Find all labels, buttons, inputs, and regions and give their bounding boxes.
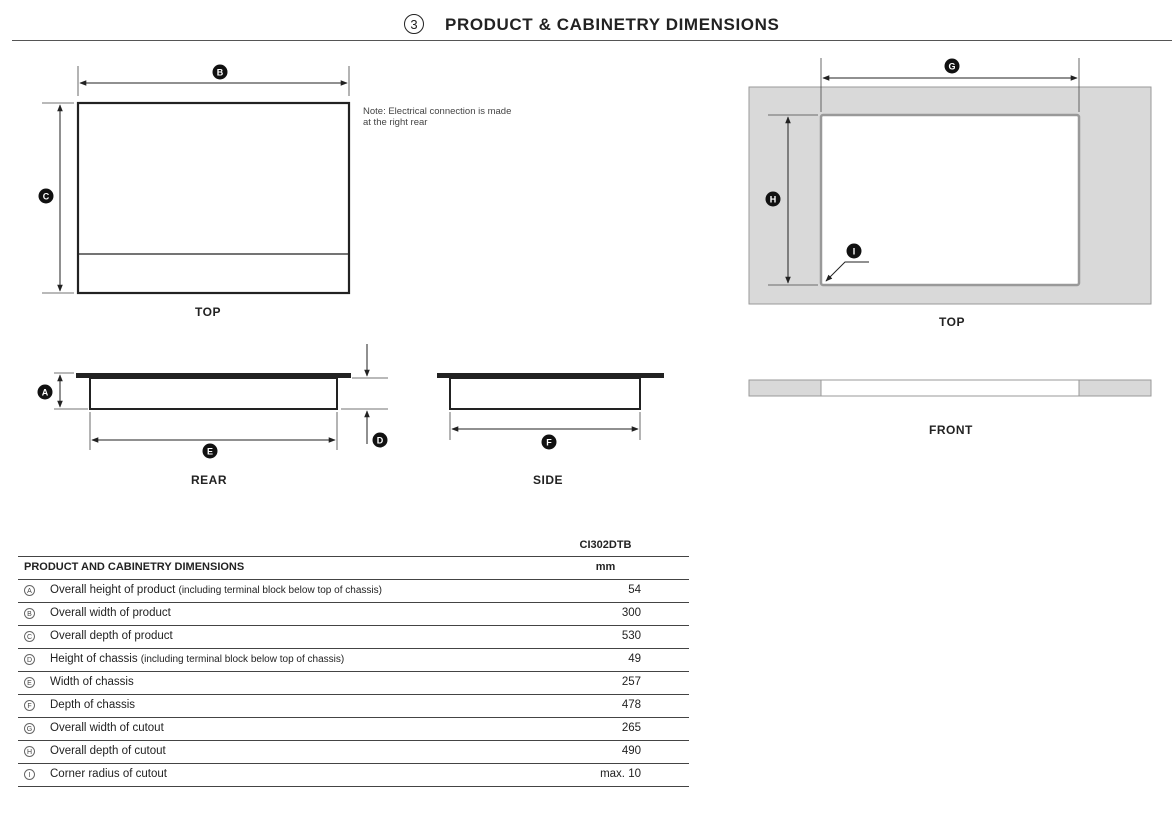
- badge-c: [39, 189, 54, 204]
- row-value: 257: [621, 676, 641, 688]
- section-number-circle: 3: [404, 14, 424, 34]
- badge-d: [373, 433, 388, 448]
- row-marker-icon: H: [24, 746, 35, 757]
- row-label-wrap: [50, 676, 134, 688]
- table-row: [18, 718, 689, 741]
- badge-h: [766, 192, 781, 207]
- table-row: [18, 580, 689, 603]
- row-label: Overall depth of product: [50, 630, 173, 642]
- row-label-wrap: [50, 699, 135, 711]
- badge-b: [213, 65, 228, 80]
- row-marker-icon: D: [24, 654, 35, 665]
- badge-f: [542, 435, 557, 450]
- row-label: Width of chassis: [50, 676, 134, 688]
- row-label-wrap: [50, 768, 167, 780]
- row-label-wrap: [50, 584, 382, 596]
- badge-h-text: H: [769, 194, 777, 205]
- side-view: [437, 373, 664, 440]
- table-header-row: [18, 557, 689, 580]
- row-marker-icon: G: [24, 723, 35, 734]
- row-label: Overall height of product: [50, 584, 176, 596]
- table-row: [18, 695, 689, 718]
- row-note: (including terminal block below top of chassis): [140, 654, 345, 665]
- row-marker-icon: B: [24, 608, 35, 619]
- badge-e: [203, 444, 218, 459]
- page-title: PRODUCT & CABINETRY DIMENSIONS: [445, 15, 780, 34]
- table-model-row: [18, 537, 689, 557]
- dimensions-table: [18, 537, 689, 787]
- row-marker-icon: A: [24, 585, 35, 596]
- row-marker-icon: C: [24, 631, 35, 642]
- front-cutout: [821, 380, 1079, 396]
- product-top-view: [42, 66, 349, 293]
- row-marker-icon: I: [24, 769, 35, 780]
- row-label: Overall width of cutout: [50, 722, 164, 734]
- row-label-wrap: [50, 745, 166, 757]
- badge-e-text: E: [206, 446, 214, 457]
- row-value: max. 10: [600, 768, 641, 780]
- rear-view: [54, 344, 388, 450]
- badge-i: [847, 244, 862, 259]
- front-label: FRONT: [929, 423, 973, 437]
- row-label-wrap: [50, 653, 344, 665]
- product-top-outline: [78, 103, 349, 293]
- row-label-wrap: [50, 722, 164, 734]
- row-note: (including terminal block below top of chassis): [178, 585, 382, 596]
- badge-c-text: C: [42, 191, 50, 202]
- badge-b-text: B: [216, 67, 224, 78]
- row-marker-icon: E: [24, 677, 35, 688]
- badge-d-text: D: [376, 435, 384, 446]
- row-value: 54: [628, 584, 641, 596]
- row-label: Overall width of product: [50, 607, 171, 619]
- table-row: [18, 764, 689, 787]
- row-value: 490: [621, 745, 641, 757]
- table-row: [18, 603, 689, 626]
- row-label-wrap: [50, 630, 173, 642]
- row-value: 478: [621, 699, 641, 711]
- badge-i-text: I: [852, 246, 856, 257]
- row-label: Corner radius of cutout: [50, 768, 167, 780]
- electrical-note: Note: Electrical connection is made at the right rear: [363, 106, 512, 128]
- row-value: 530: [621, 630, 641, 642]
- table-title: PRODUCT AND CABINETRY DIMENSIONS: [24, 561, 245, 573]
- product-top-label: TOP: [195, 305, 221, 319]
- side-label: SIDE: [533, 473, 564, 487]
- cutout-top-label: TOP: [939, 315, 965, 329]
- table-row: [18, 672, 689, 695]
- row-value: 49: [628, 653, 641, 665]
- badge-a-text: A: [41, 387, 49, 398]
- front-view: [749, 380, 1151, 396]
- table-row: [18, 649, 689, 672]
- cutout-opening: [821, 115, 1079, 285]
- badge-g: [945, 59, 960, 74]
- row-value: 265: [621, 722, 641, 734]
- badge-a: [38, 385, 53, 400]
- table-row: [18, 741, 689, 764]
- model-header: CI302DTB: [579, 539, 632, 551]
- row-label: Depth of chassis: [50, 699, 136, 711]
- row-label-wrap: [50, 607, 171, 619]
- row-label: Height of chassis: [50, 653, 138, 665]
- badge-g-text: G: [948, 61, 956, 72]
- row-value: 300: [621, 607, 641, 619]
- row-label: Overall depth of cutout: [50, 745, 166, 757]
- side-chassis: [450, 378, 640, 409]
- row-marker-icon: F: [24, 700, 35, 711]
- rear-chassis: [90, 378, 337, 409]
- cutout-top-view: [749, 58, 1151, 304]
- table-row: [18, 626, 689, 649]
- badge-f-text: F: [546, 437, 552, 448]
- rear-label: REAR: [191, 473, 228, 487]
- unit-header: mm: [595, 561, 616, 573]
